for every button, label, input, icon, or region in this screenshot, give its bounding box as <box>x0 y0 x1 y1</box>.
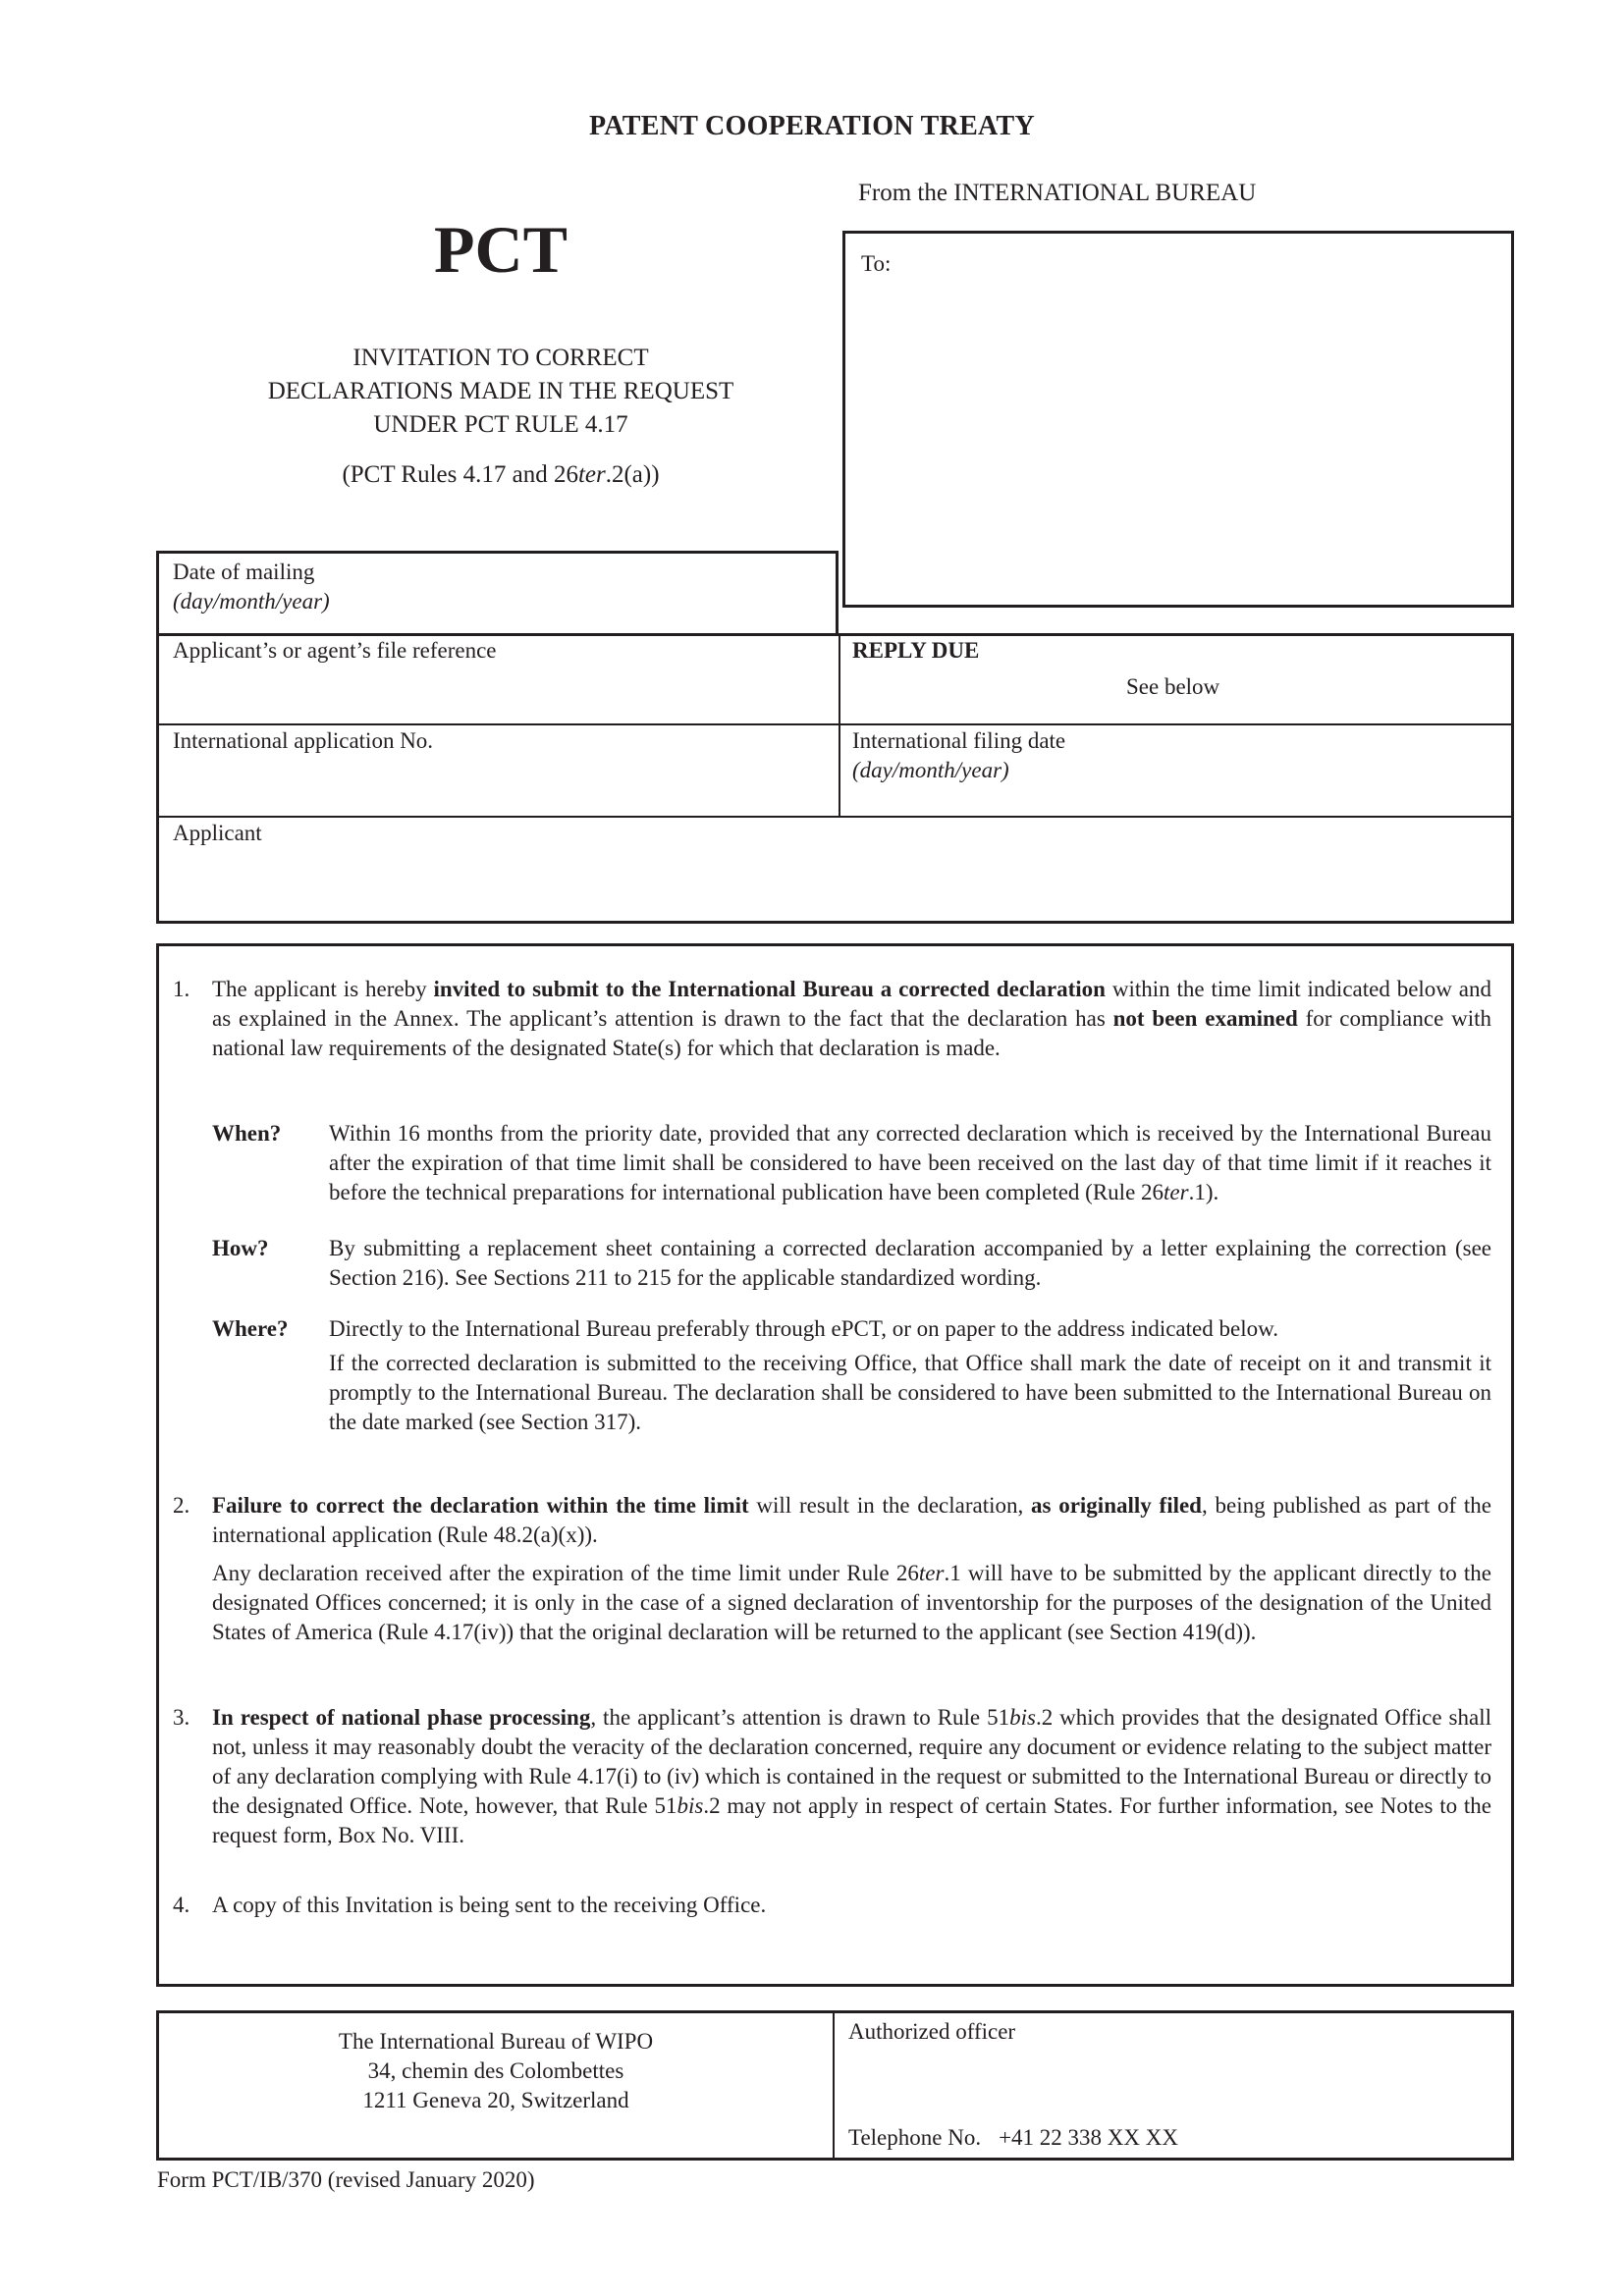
divider <box>839 636 840 816</box>
authorized-officer-label: Authorized officer <box>848 2019 1016 2044</box>
bold-text: Failure to correct the declaration within the time limit <box>212 1493 749 1518</box>
bold-text: as originally filed <box>1031 1493 1202 1518</box>
text: , being published as part of the international application (Rule 48.2(a)(x)). <box>212 1493 1492 1547</box>
telephone-value: +41 22 338 XX XX <box>999 2125 1178 2150</box>
filing-date-label: International filing date <box>852 728 1066 753</box>
fields-grid <box>156 633 1514 924</box>
rules-reference <box>157 461 844 489</box>
treaty-title: PATENT COOPERATION TREATY <box>588 111 1035 141</box>
telephone-label: Telephone No. <box>848 2125 982 2150</box>
date-format: (day/month/year) <box>173 589 330 614</box>
footer-box <box>156 2010 1514 2161</box>
how-text: By submitting a replacement sheet containing a corrected declaration accompanied by a letter explaining the correction (see Section 216). See Sections 211 to 215 for the applicable standardized wording. <box>329 1236 1491 1290</box>
text: .1). <box>1188 1180 1219 1204</box>
divider <box>159 816 1511 818</box>
paragraph-4: A copy of this Invitation is being sent to the receiving Office. <box>212 1893 767 1917</box>
date-of-mailing-box[interactable] <box>156 551 839 633</box>
text: for compliance with national law requirements of the designated State(s) for which that declaration is made. <box>212 1006 1492 1060</box>
divider <box>159 723 1511 725</box>
from-label: From the INTERNATIONAL BUREAU <box>858 180 1257 206</box>
item-number: 2. <box>173 1493 190 1518</box>
address-line: 34, chemin des Colombettes <box>367 2058 624 2083</box>
form-number: Form PCT/IB/370 (revised January 2020) <box>157 2167 535 2192</box>
where-text-1: Directly to the International Bureau preferably through ePCT, or on paper to the address indicated below. <box>329 1316 1278 1341</box>
invitation-line: DECLARATIONS MADE IN THE REQUEST <box>267 378 734 404</box>
file-reference-label: Applicant’s or agent’s file reference <box>173 638 497 663</box>
item-number: 1. <box>173 977 190 1001</box>
invitation-line: UNDER PCT RULE 4.17 <box>373 411 628 438</box>
addressee-box[interactable] <box>842 231 1514 608</box>
filing-date-format: (day/month/year) <box>852 758 1009 782</box>
where-text-2: If the corrected declaration is submitted to the receiving Office, that Office shall mark the date of receipt on it and transmit it promptly to the International Bureau. The declaration shall be considered to have been submitted to the International Bureau on the date marked (see Section 317). <box>329 1351 1491 1434</box>
invitation-title <box>157 342 844 442</box>
text: within the time limit indicated below and as explained in the Annex. The applicant’s attention is drawn to the fact that the declaration has <box>212 977 1491 1031</box>
text: Any declaration received after the expiration of the time limit under Rule 26 <box>212 1561 919 1585</box>
where-label: Where? <box>212 1316 289 1341</box>
bold-text: not been examined <box>1112 1006 1298 1031</box>
text: .2 may not apply in respect of certain States. For further information, see Notes to the request form, Box No. VIII. <box>212 1793 1491 1847</box>
italic-text: bis <box>1009 1705 1036 1730</box>
item-number: 3. <box>173 1705 190 1730</box>
text: , the applicant’s attention is drawn to Rule 51 <box>590 1705 1010 1730</box>
pct-heading: PCT <box>434 212 568 287</box>
paragraph-1 <box>212 975 1491 1063</box>
text: .1 will have to be submitted by the applicant directly to the designated Offices concerned; it is only in the case of a signed declaration of inventorship for the purposes of the designation of the United States of America (Rule 4.17(iv)) that the original declaration will be returned to the applicant (see Section 419(d)). <box>212 1561 1491 1644</box>
reply-due-value: See below <box>1126 674 1220 699</box>
reply-due-label: REPLY DUE <box>852 638 980 663</box>
applicant-label: Applicant <box>173 821 262 845</box>
italic-text: ter <box>918 1561 945 1585</box>
address-line: 1211 Geneva 20, Switzerland <box>362 2088 629 2112</box>
telephone <box>848 2123 1178 2153</box>
italic-text: ter <box>1164 1180 1189 1204</box>
to-label: To: <box>861 251 892 276</box>
rules-suffix: .2(a)) <box>605 461 660 488</box>
item-number: 4. <box>173 1893 190 1917</box>
how-label: How? <box>212 1236 269 1260</box>
divider <box>833 2013 835 2158</box>
text: .2 which provides that the designated Office shall not, unless it may reasonably doubt the veracity of the declaration concerned, require any document or evidence relating to the subject matter of any declaration complying with Rule 4.17(i) to (iv) which is contained in the request or submitted to the International Bureau or directly to the designated Office. Note, however, that Rule 51 <box>212 1705 1491 1818</box>
rules-prefix: (PCT Rules 4.17 and 26 <box>342 461 578 488</box>
address-line: The International Bureau of WIPO <box>338 2029 654 2054</box>
paragraph-3 <box>212 1703 1491 1850</box>
paragraph-2 <box>212 1491 1491 1550</box>
rules-italic: ter <box>577 461 606 488</box>
italic-text: bis <box>677 1793 704 1818</box>
wipo-address <box>159 2027 833 2115</box>
when-text <box>329 1119 1491 1207</box>
bold-text: In respect of national phase processing <box>212 1705 591 1730</box>
text: Within 16 months from the priority date, provided that any corrected declaration which is received by the International Bureau after the expiration of that time limit shall be considered to have been received on the last day of that time limit if it reaches it before the technical preparations for international publication have been completed (Rule 26 <box>329 1121 1491 1204</box>
paragraph-2-note <box>212 1559 1491 1647</box>
invitation-line: INVITATION TO CORRECT <box>352 345 649 371</box>
bold-text: invited to submit to the International Bureau a corrected declaration <box>433 977 1106 1001</box>
when-label: When? <box>212 1121 282 1146</box>
date-of-mailing-label: Date of mailing <box>173 560 315 584</box>
application-no-label: International application No. <box>173 728 434 753</box>
instructions-box <box>156 943 1514 1987</box>
text: The applicant is hereby <box>212 977 434 1001</box>
text: will result in the declaration, <box>748 1493 1031 1518</box>
